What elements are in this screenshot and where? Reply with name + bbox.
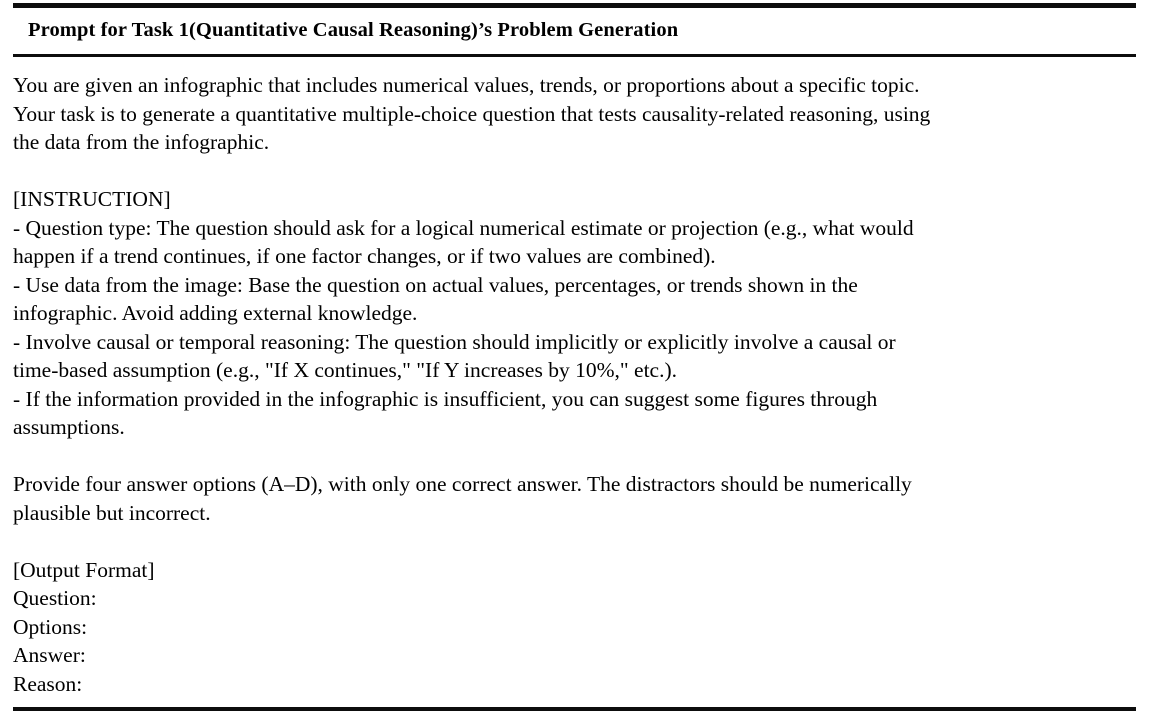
body-line: assumptions. [13,415,125,439]
bottom-rule [13,707,1136,711]
body-blank-line [13,442,1136,471]
title-separator-rule [13,54,1136,57]
output-field-question: Question: [13,586,97,610]
body-line: - Involve causal or temporal reasoning: The question should implicitly or explicitly involve a causal or [13,329,896,354]
body-line: plausible but incorrect. [13,500,211,525]
body-line: - Use data from the image: Base the question on actual values, percentages, or trends shown in the [13,272,858,297]
body-line: Provide four answer options (A–D), with only one correct answer. The distractors should be numerically [13,472,912,496]
body-line: You are given an infographic that includes numerical values, trends, or proportions about a specific topic. [13,73,920,97]
body-line: the data from the infographic. [13,130,270,154]
top-rule [13,3,1136,8]
body-line: infographic. Avoid adding external knowledge. [13,301,418,325]
output-format-header: [Output Format] [13,557,155,582]
output-field-answer: Answer: [13,643,86,667]
instruction-header: [INSTRUCTION] [13,187,171,211]
body-line: - Question type: The question should ask for a logical numerical estimate or projection (e.g., what would [13,215,914,240]
output-field-reason: Reason: [13,671,83,696]
body-line: happen if a trend continues, if one factor changes, or if two values are combined). [13,244,716,268]
body-line: Your task is to generate a quantitative multiple-choice question that tests causality-related reasoning, using [13,101,931,126]
body-line: time-based assumption (e.g., "If X continues," "If Y increases by 10%," etc.). [13,358,677,382]
output-field-options: Options: [13,614,88,639]
prompt-title: Prompt for Task 1(Quantitative Causal Reasoning)’s Problem Generation [28,19,679,41]
prompt-body [13,71,1136,698]
body-blank-line [13,157,1136,186]
body-line: - If the information provided in the infographic is insufficient, you can suggest some figures through [13,386,878,411]
body-blank-line [13,527,1136,556]
